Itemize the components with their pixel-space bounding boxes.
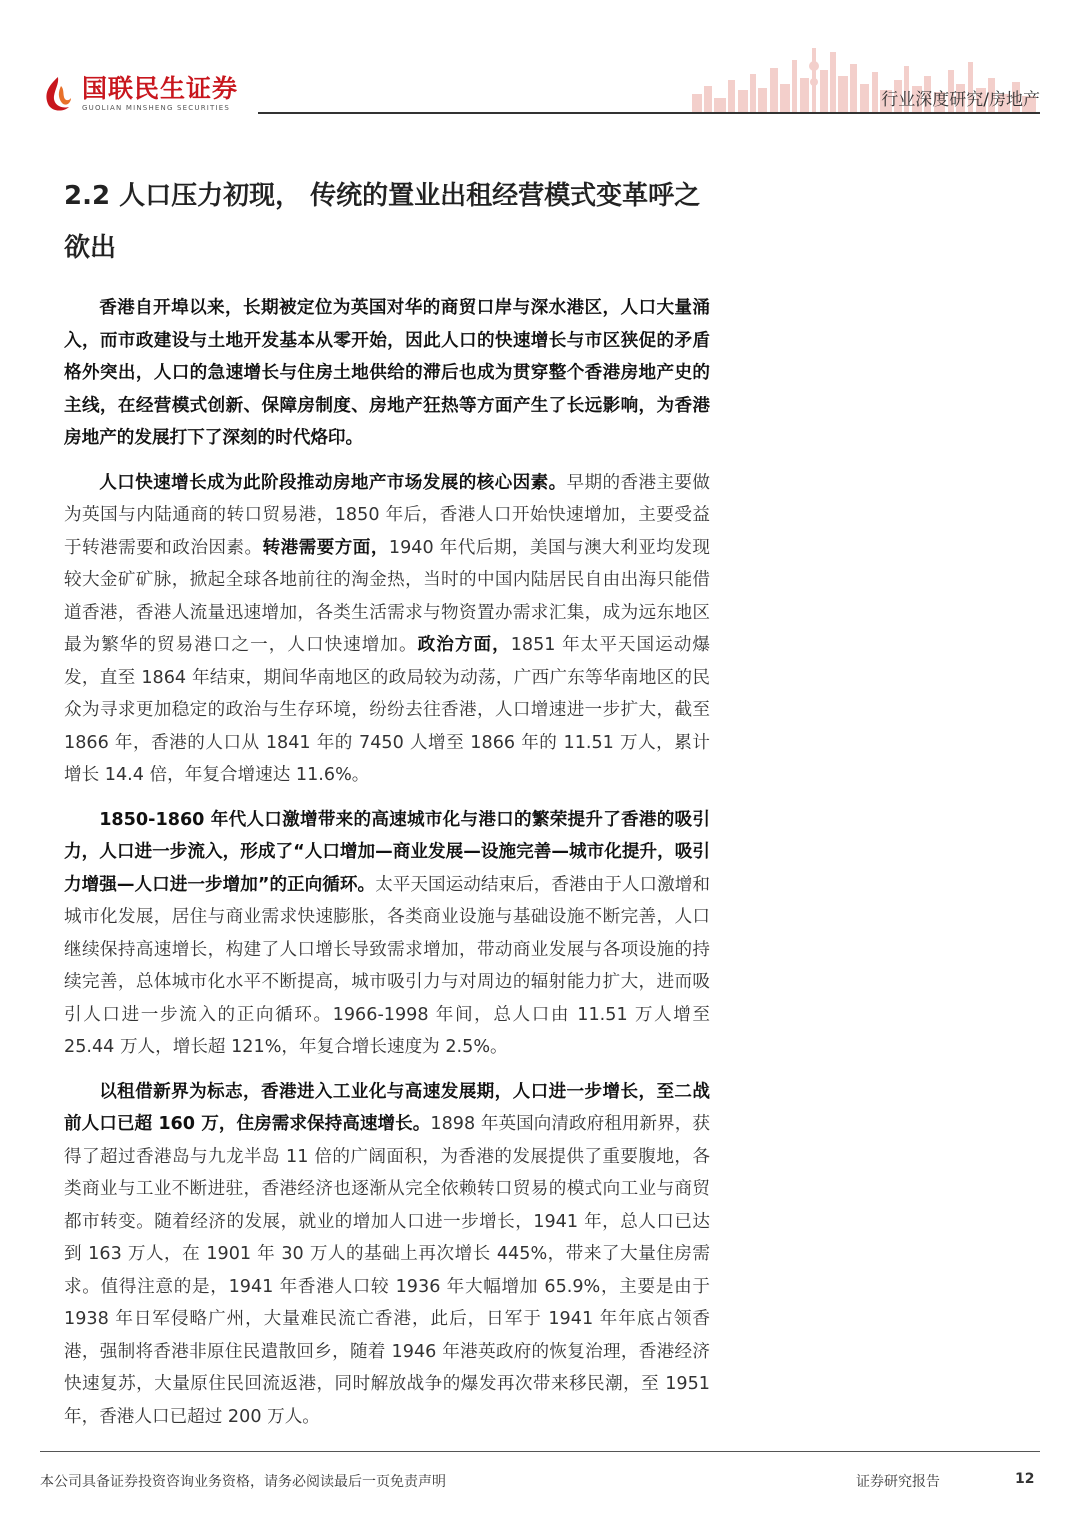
logo-flame-icon	[40, 74, 76, 114]
paragraph-4-text: 1898 年英国向清政府租用新界，获得了超过香港岛与九龙半岛 11 倍的广阔面积，为香港的发展提供了重要腹地，各类商业与工业不断进驻，香港经济也逐渐从完全依赖转口贸易的模式向工业与商贸都市转变。随着经济的发展，就业的增加人口进一步增长，1941 年，总人口已达到 163 万人，在 1901 年 30 万人的基础上再次增长 445%，带来了大量住房需求。值得注意的是，1941 年香港人口较 1936 年大幅增加 65.9%，主要是由于 1938 年日军侵略广州，大量难民流亡香港，此后，日军于 1941 年年底占领香港，强制将香港非原住民遣散回乡，随着 1946 年港英政府的恢复治理，香港经济快速复苏，大量原住民回流返港，同时解放战争的爆发再次带来移民潮，至 1951 年，香港人口已超过 200 万人。	[64, 1114, 710, 1427]
paragraph-2-text-transit: 1940 年代后期，美国与澳大利亚均发现较大金矿矿脉，掀起全球各地前往的淘金热，当时的中国内陆居民自由出海只能借道香港，香港人流量迅速增加，各类生活需求与物资置办需求汇集，成为远东地区最为繁华的贸易港口之一，人口快速增加。	[64, 537, 710, 655]
paragraph-4-lead: 以租借新界为标志，香港进入工业化与高速发展期，人口进一步增长，至二战前人口已超 160 万，住房需求保持高速增长。	[64, 1081, 710, 1134]
page-header	[0, 0, 1080, 130]
page-number: 12	[1015, 1471, 1035, 1487]
paragraph-3	[64, 804, 710, 1064]
paragraph-2-text: 早期的香港主要做为英国与内陆通商的转口贸易港，1850 年后，香港人口开始快速增加，主要受益于转港需要和政治因素。	[64, 472, 710, 558]
paragraph-2-lead: 人口快速增长成为此阶段推动房地产市场发展的核心因素。	[99, 472, 567, 493]
footer-report-label: 证券研究报告	[856, 1474, 940, 1490]
paragraph-1-text: 香港自开埠以来，长期被定位为英国对华的商贸口岸与深水港区，人口大量涌入，而市政建设与土地开发基本从零开始，因此人口的快速增长与市区狭促的矛盾格外突出，人口的急速增长与住房土地供给的滞后也成为贯穿整个香港房地产史的主线，在经营模式创新、保障房制度、房地产狂热等方面产生了长远影响，为香港房地产的发展打下了深刻的时代烙印。	[64, 298, 710, 448]
logo-chinese-name: 国联民生证券	[82, 74, 239, 103]
paragraph-2-subhead-transit: 转港需要方面，	[262, 537, 389, 558]
paragraph-4	[64, 1076, 710, 1434]
paragraph-2	[64, 467, 710, 792]
article-body	[64, 292, 710, 1445]
section-title: 2.2 人口压力初现， 传统的置业出租经营模式变革呼之欲出	[64, 181, 701, 263]
logo-english-name: GUOLIAN MINSHENG SECURITIES	[82, 104, 231, 112]
paragraph-2-text-politics: 1851 年太平天国运动爆发，直至 1864 年结束，期间华南地区的政局较为动荡，广西广东等华南地区的民众为寻求更加稳定的政治与生存环境，纷纷去往香港，人口增速进一步扩大，截至 1866 年，香港的人口从 1841 年的 7450 人增至 1866 年的 11.51 万人，累计增长 14.4 倍，年复合增速达 11.6%。	[64, 635, 710, 785]
header-divider	[258, 112, 1040, 114]
paragraph-1	[64, 292, 710, 455]
paragraph-2-subhead-politics: 政治方面，	[417, 635, 511, 655]
report-category: 行业深度研究/房地产	[881, 90, 1040, 110]
company-logo	[40, 74, 238, 114]
footer-divider	[40, 1451, 1040, 1452]
paragraph-3-text: 太平天国运动结束后，香港由于人口激增和城市化发展，居住与商业需求快速膨胀，各类商业设施与基础设施不断完善，人口继续保持高速增长，构建了人口增长导致需求增加，带动商业发展与各项设施的持续完善，总体城市化水平不断提高，城市吸引力与对周边的辐射能力扩大，进而吸引人口进一步流入的正向循环。1966-1998 年间，总人口由 11.51 万人增至 25.44 万人，增长超 121%，年复合增长速度为 2.5%。	[64, 874, 710, 1057]
footer-disclaimer: 本公司具备证券投资咨询业务资格，请务必阅读最后一页免责声明	[40, 1474, 446, 1490]
paragraph-3-lead: 1850-1860 年代人口激增带来的高速城市化与港口的繁荣提升了香港的吸引力，人口进一步流入，形成了“人口增加—商业发展—设施完善—城市化提升，吸引力增强—人口进一步增加”的正向循环。	[64, 809, 710, 895]
